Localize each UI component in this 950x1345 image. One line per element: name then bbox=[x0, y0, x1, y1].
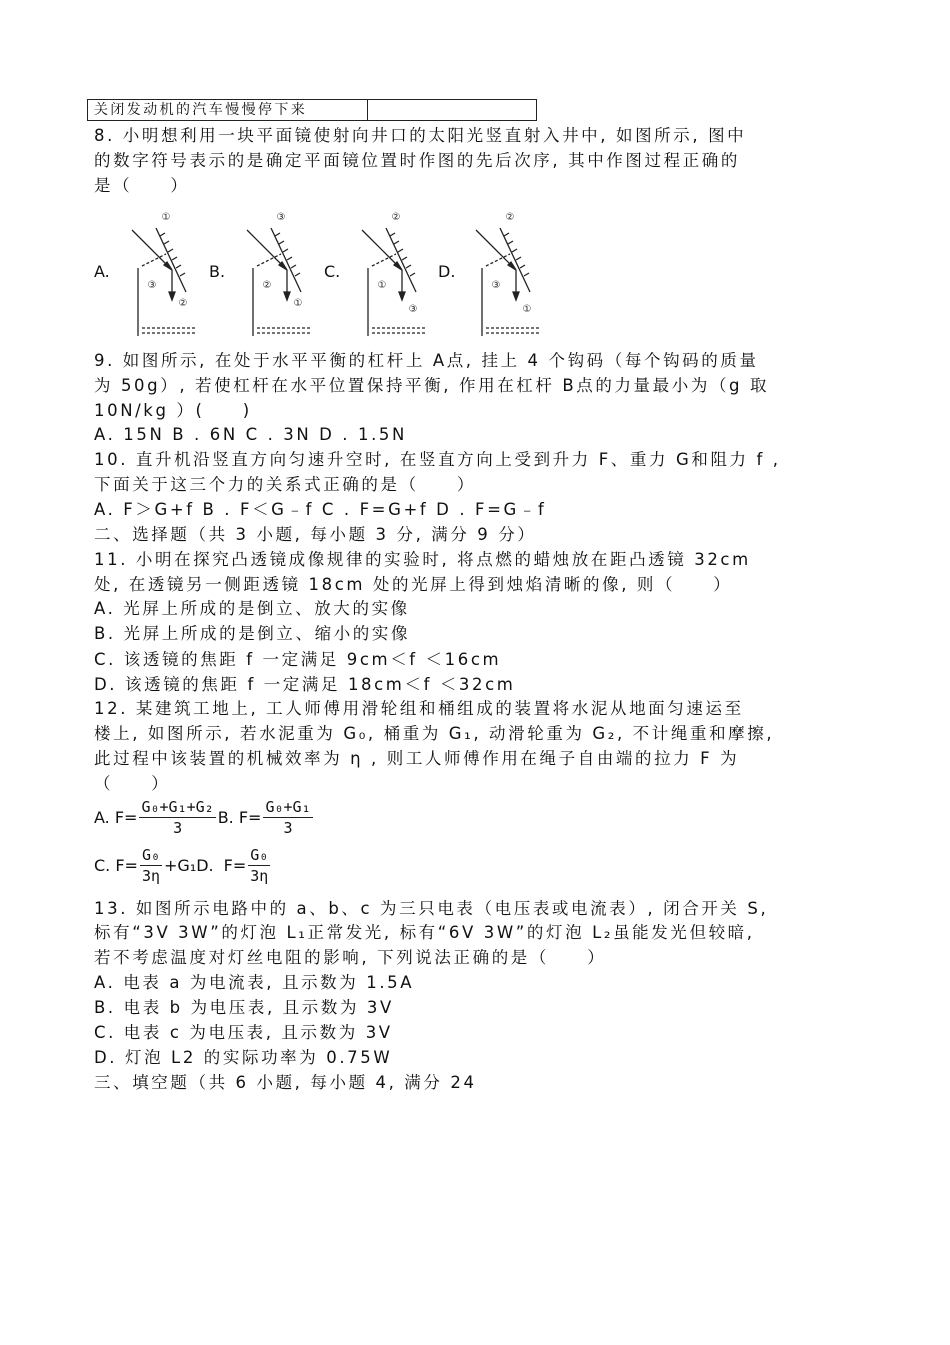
option-c-label: C. bbox=[324, 262, 341, 281]
numerator: G₀+G₁ bbox=[265, 798, 311, 816]
mirror-diagram-c bbox=[350, 204, 430, 340]
q13-option-a: A. 电表 a 为电流表, 且示数为 1.5A bbox=[94, 973, 415, 992]
q11-option-a: A. 光屏上所成的是倒立、放大的实像 bbox=[94, 599, 410, 618]
q13-option-c: C. 电表 c 为电压表, 且示数为 3V bbox=[94, 1023, 393, 1042]
table-row bbox=[87, 99, 537, 121]
numerator: G₀+G₁+G₂ bbox=[141, 798, 214, 816]
q11-option-b: B. 光屏上所成的是倒立、缩小的实像 bbox=[94, 624, 411, 643]
q8-line2: 的数字符号表示的是确定平面镜位置时作图的先后次序, 其中作图过程正确的 bbox=[94, 151, 740, 170]
mirror-diagram-b bbox=[235, 204, 315, 340]
order-label: ② bbox=[262, 280, 272, 291]
q9-line2: 为 50g）, 若使杠杆在水平位置保持平衡, 作用在杠杆 B点的力量最小为（g 取 bbox=[94, 376, 770, 395]
mirror-diagram-d bbox=[464, 204, 544, 340]
q12-option-a-b bbox=[94, 798, 315, 837]
order-label: ② bbox=[178, 298, 188, 309]
numerator: G₀ bbox=[250, 846, 269, 864]
q11-option-d: D. 该透镜的焦距 f 一定满足 18cm＜f ＜32cm bbox=[94, 675, 516, 694]
q12-line3: 此过程中该装置的机械效率为 η , 则工人师傅作用在绳子自由端的拉力 F 为 bbox=[94, 749, 740, 768]
order-label: ③ bbox=[408, 304, 418, 315]
order-label: ③ bbox=[491, 280, 501, 291]
q8-line1: 8. 小明想利用一块平面镜使射向井口的太阳光竖直射入井中, 如图所示, 图中 bbox=[94, 126, 747, 145]
q13-line2: 标有“3V 3W”的灯泡 L₁正常发光, 标有“6V 3W”的灯泡 L₂虽能发光但较暗, bbox=[94, 923, 755, 942]
section-heading: 三、填空题（共 6 小题, 每小题 4, 满分 24 bbox=[94, 1073, 477, 1092]
option-a-label: A. bbox=[94, 262, 110, 281]
q9-line1: 9. 如图所示, 在处于水平平衡的杠杆上 A点, 挂上 4 个钩码（每个钩码的质量 bbox=[94, 351, 759, 370]
q12-line1: 12. 某建筑工地上, 工人师傅用滑轮组和桶组成的装置将水泥从地面匀速运至 bbox=[94, 699, 744, 718]
fraction bbox=[263, 798, 312, 837]
order-label: ① bbox=[293, 298, 303, 309]
denominator: 3η bbox=[141, 867, 161, 885]
section-heading: 二、选择题（共 3 小题, 每小题 3 分, 满分 9 分） bbox=[94, 525, 537, 544]
option-prefix: C. F= bbox=[94, 856, 138, 875]
order-label: ① bbox=[377, 280, 387, 291]
fraction bbox=[139, 798, 215, 837]
q13-line3: 若不考虑温度对灯丝电阻的影响, 下列说法正确的是（ ） bbox=[94, 948, 607, 967]
q11-line2: 处, 在透镜另一侧距透镜 18cm 处的光屏上得到烛焰清晰的像, 则（ ） bbox=[94, 575, 733, 594]
order-label: ③ bbox=[147, 280, 157, 291]
q11-option-c: C. 该透镜的焦距 f 一定满足 9cm＜f ＜16cm bbox=[94, 650, 502, 669]
table-cell-empty bbox=[368, 100, 536, 120]
q12-line2: 楼上, 如图所示, 若水泥重为 G₀, 桶重为 G₁, 动滑轮重为 G₂, 不计绳重和摩擦, bbox=[94, 724, 775, 743]
order-label: ② bbox=[391, 212, 401, 223]
denominator: 3 bbox=[173, 819, 183, 837]
numerator: G₀ bbox=[141, 846, 161, 864]
denominator: 3 bbox=[283, 819, 293, 837]
fraction bbox=[140, 846, 162, 885]
order-label: ② bbox=[505, 212, 515, 223]
order-label: ③ bbox=[276, 212, 286, 223]
q11-line1: 11. 小明在探究凸透镜成像规律的实验时, 将点燃的蜡烛放在距凸透镜 32cm bbox=[94, 550, 751, 569]
order-label: ① bbox=[522, 304, 532, 315]
table-cell: 关闭发动机的汽车慢慢停下来 bbox=[88, 100, 368, 120]
q9-line3: 10N/kg ）( ) bbox=[94, 401, 252, 420]
q13-option-b: B. 电表 b 为电压表, 且示数为 3V bbox=[94, 998, 394, 1017]
q13-option-d: D. 灯泡 L2 的实际功率为 0.75W bbox=[94, 1048, 393, 1067]
option-b-label: B. bbox=[209, 262, 226, 281]
denominator: 3η bbox=[250, 867, 269, 885]
q12-line4: （ ） bbox=[94, 774, 171, 793]
mirror-diagram-a bbox=[120, 204, 200, 340]
order-label: ① bbox=[161, 212, 171, 223]
fraction bbox=[248, 846, 270, 885]
q9-options: A. 15N B . 6N C . 3N D . 1.5N bbox=[94, 425, 407, 444]
option-suffix: +G₁D. bbox=[164, 856, 214, 875]
option-prefix: F= bbox=[223, 856, 247, 875]
option-prefix: A. F= bbox=[94, 808, 138, 827]
q12-option-c-d bbox=[94, 846, 272, 885]
q13-line1: 13. 如图所示电路中的 a、b、c 为三只电表（电压表或电流表）, 闭合开关 S, bbox=[94, 899, 769, 918]
option-d-label: D. bbox=[438, 262, 456, 281]
option-prefix: B. F= bbox=[217, 808, 262, 827]
q10-line1: 10. 直升机沿竖直方向匀速升空时, 在竖直方向上受到升力 F、重力 G和阻力 f , bbox=[94, 450, 781, 469]
q8-line3: 是（ ） bbox=[94, 176, 190, 195]
q10-options: A. F＞G+f B . F＜G﹣f C . F=G+f D . F=G﹣f bbox=[94, 500, 547, 519]
q10-line2: 下面关于这三个力的关系式正确的是（ ） bbox=[94, 475, 476, 494]
